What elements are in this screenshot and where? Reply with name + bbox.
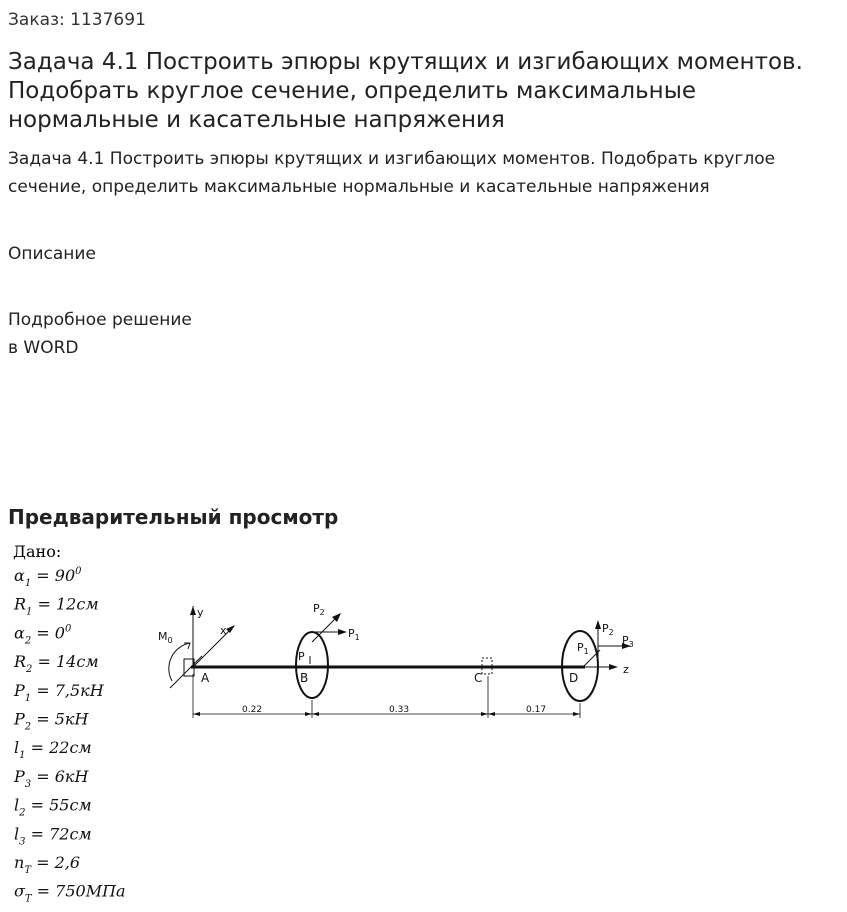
moment-label <box>158 630 173 645</box>
force-p-b-label: P <box>298 650 305 663</box>
force-arrow <box>338 629 347 635</box>
description-line: в WORD <box>8 338 79 358</box>
force-p1-b-label: $P_1$ <box>348 627 360 642</box>
task-subtitle: Задача 4.1 Построить эпюры крутящих и изгибающих моментов. Подобрать круглое сечение, определить максимальные нормальные и касательные напряжения <box>8 149 776 197</box>
point-c-label: C <box>474 671 483 685</box>
axis-z-label: z <box>623 663 629 676</box>
given-item: $l_2 = 55см$ <box>14 795 92 819</box>
given-item: $\alpha_1 = 90^0$ <box>14 566 82 589</box>
given-item: $R_2 = 14см$ <box>14 652 99 676</box>
description-line: Подробное решение <box>8 310 192 330</box>
description-body <box>8 306 192 362</box>
given-item: $l_3 = 72см$ <box>14 824 92 848</box>
force-p2-d-label: $P_2$ <box>602 622 614 637</box>
given-item: $n_T = 2,6$ <box>14 853 81 876</box>
point-b-label: B <box>300 671 309 685</box>
moment-arc <box>169 643 190 681</box>
given-item: $\alpha_2 = 0^0$ <box>14 623 72 647</box>
moment-symbol: M <box>158 630 168 643</box>
axis-x-label: x <box>220 624 227 637</box>
given-item: $P_3 = 6кН$ <box>14 766 89 790</box>
y-axis-arrow <box>190 606 196 615</box>
moment-subscript: 0 <box>167 636 173 645</box>
given-item: $l_1 = 22см$ <box>14 738 92 762</box>
support-hatch <box>170 656 202 688</box>
description-heading: Описание <box>8 244 96 264</box>
x-axis-arrow <box>226 625 235 633</box>
force-p1-d-label: $P_1$ <box>577 641 589 656</box>
task-title: Задача 4.1 Построить эпюры крутящих и изгибающих моментов. Подобрать круглое сечение, определить максимальные нормальные и касательные напряжения <box>8 49 803 133</box>
force-arrow <box>595 620 601 629</box>
shaft-scheme <box>169 606 631 718</box>
axis-y-label: y <box>197 606 204 619</box>
z-axis-arrow <box>609 664 618 670</box>
preview-image <box>8 536 838 912</box>
order-number: Заказ: 1137691 <box>8 10 146 30</box>
preview-heading: Предварительный просмотр <box>8 505 339 529</box>
given-item: $P_1 = 7,5кН$ <box>14 680 104 704</box>
given-heading: Дано: <box>13 542 62 561</box>
given-item: $\sigma_T = 750МПа$ <box>14 881 126 905</box>
given-item: $P_2 = 5кН$ <box>14 709 89 733</box>
x-axis <box>193 626 234 667</box>
force-p2-b <box>312 616 338 642</box>
given-item: $R_1 = 12см$ <box>14 594 99 618</box>
point-a-label: A <box>201 671 210 685</box>
dimension-1-label: 0.22 <box>242 705 263 715</box>
dimension-2-label: 0.33 <box>389 705 410 715</box>
force-p3-d-label: $P_3$ <box>622 634 634 649</box>
given-list <box>13 566 126 905</box>
force-p2-b-label: $P_2$ <box>313 602 325 617</box>
given-and-scheme-figure <box>8 536 838 912</box>
dimension-3-label: 0.17 <box>526 705 547 715</box>
point-d-label: D <box>569 671 579 685</box>
